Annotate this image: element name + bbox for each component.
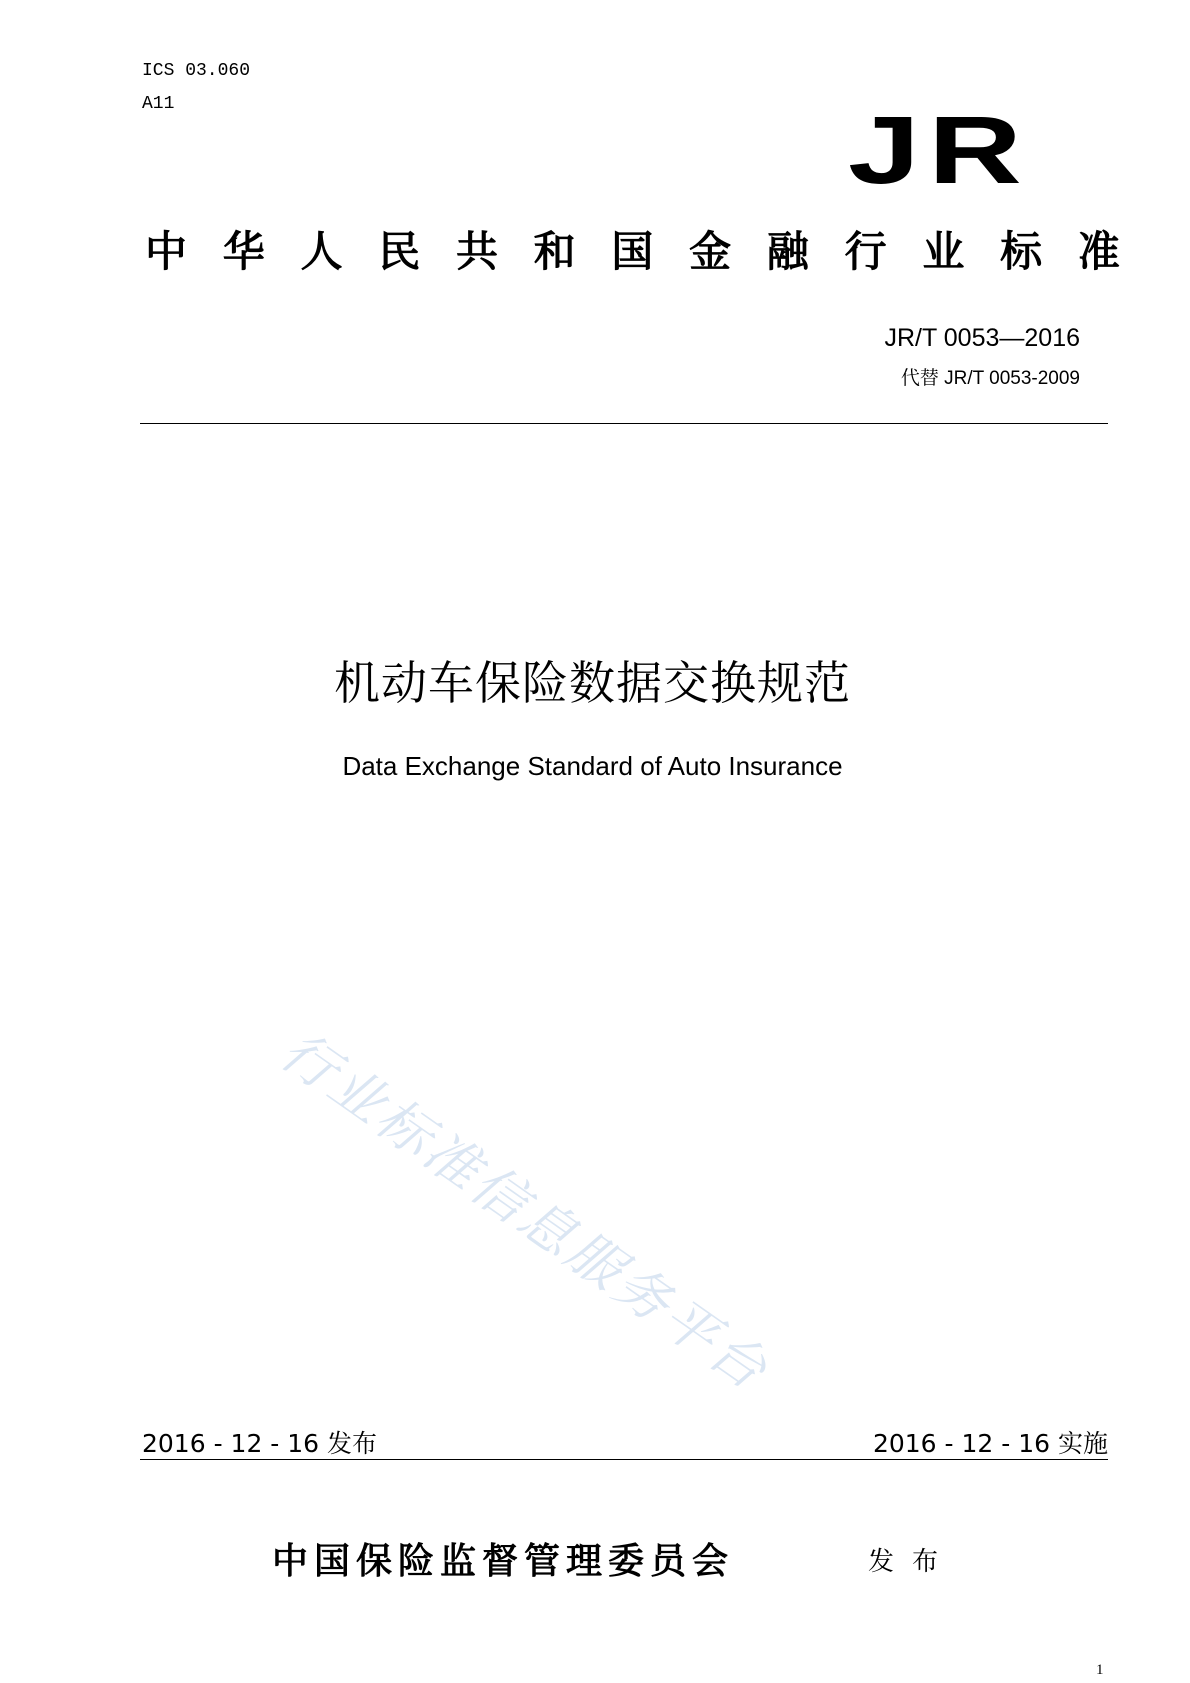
ics-code: ICS 03.060 (142, 61, 251, 81)
page-number: 1 (1096, 1662, 1104, 1678)
issuer-suffix: 发布 (868, 1547, 957, 1577)
ccs-code: A11 (142, 94, 175, 114)
banner-char: 业 (922, 227, 965, 276)
banner-char: 和 (533, 227, 576, 276)
banner-char: 准 (1077, 227, 1120, 276)
document-title-cn: 机动车保险数据交换规范 (334, 656, 851, 710)
banner-char: 共 (455, 227, 498, 276)
banner-char: 人 (300, 227, 343, 276)
banner-char: 行 (844, 227, 887, 276)
standard-banner (145, 227, 1120, 276)
document-title-en: Data Exchange Standard of Auto Insurance (342, 751, 843, 781)
banner-char: 国 (611, 227, 654, 276)
banner-char: 金 (689, 227, 732, 276)
banner-char: 华 (222, 227, 265, 276)
document-number: JR/T 0053—2016 (884, 324, 1080, 352)
header-divider (140, 423, 1108, 424)
banner-char: 民 (378, 227, 421, 276)
implement-date: 2016 - 12 - 16 实施 (872, 1429, 1108, 1458)
jr-logo: JR (848, 97, 1030, 204)
banner-char: 中 (145, 227, 188, 276)
banner-char: 标 (1000, 227, 1043, 276)
issuer-name: 中国保险监督管理委员会 (272, 1541, 735, 1582)
watermark: 行业标准信息服务平台 (269, 1019, 781, 1404)
footer-divider (140, 1459, 1108, 1460)
publish-date: 2016 - 12 - 16 发布 (142, 1429, 378, 1458)
supersedes-note: 代替 JR/T 0053-2009 (900, 368, 1080, 389)
banner-char: 融 (766, 227, 809, 276)
